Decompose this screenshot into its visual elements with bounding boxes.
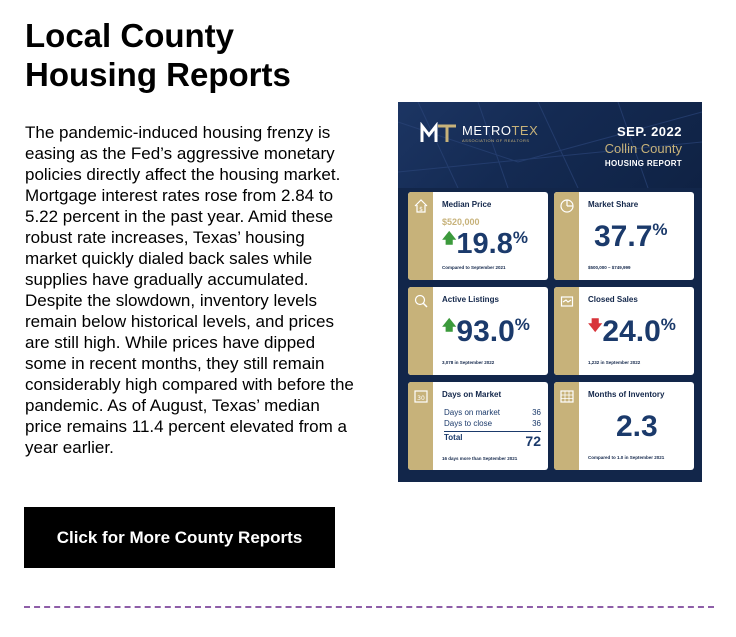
median-price-value: $520,000: [442, 217, 480, 227]
months-inventory-note: Compared to 1.0 in September 2021: [588, 455, 665, 460]
market-share-tile: [554, 192, 694, 280]
months-inventory-tile: [554, 382, 694, 470]
arrow-down-icon: 🡇: [588, 317, 603, 333]
arrow-up-icon: 🡅: [442, 317, 457, 333]
page-title: Local County Housing Reports: [25, 17, 291, 93]
market-share-label: Market Share: [588, 200, 639, 209]
more-county-reports-button[interactable]: Click for More County Reports: [24, 507, 335, 568]
median-price-change: 🡅19.8%: [442, 228, 528, 260]
closed-sales-tile: [554, 287, 694, 375]
calendar-30-icon: [414, 389, 428, 403]
median-price-tile: [408, 192, 548, 280]
market-share-value: 37.7%: [594, 220, 668, 253]
svg-text:30: 30: [417, 395, 425, 402]
search-house-icon: [414, 294, 428, 308]
house-dollar-icon: [414, 199, 428, 213]
days-on-market-label: Days on Market: [442, 390, 502, 399]
closed-sales-note: 1,232 in September 2022: [588, 360, 641, 365]
months-inventory-value: 2.3: [616, 410, 658, 443]
dom-row-market: Days on market 36: [444, 408, 541, 417]
days-on-market-note: 16 days more than September 2021: [442, 456, 518, 461]
arrow-up-icon: 🡅: [442, 230, 457, 246]
active-listings-note: 3,078 in September 2022: [442, 360, 495, 365]
median-price-note: Compared to September 2021: [442, 265, 506, 270]
section-divider: [24, 606, 714, 608]
svg-text:$: $: [419, 206, 423, 213]
active-listings-label: Active Listings: [442, 295, 499, 304]
dom-row-total: Total 72: [444, 433, 541, 449]
days-on-market-tile: [408, 382, 548, 470]
metrotex-logo: [420, 122, 538, 144]
article-body: The pandemic-induced housing frenzy is easing as the Fed’s aggressive monetary policies directly affect the housing market. Mortgage interest rates rose from 2.84 to 5.22 percent in the past year. Amid these robust rate increases, Texas’ housing market quickly dialed back sales while supplies have gradually accumulated. Despite the slowdown, inventory levels remain below historical levels, and prices are still high. While prices have dipped some in recent months, they still remain considerably high compared with before the pandemic. As of August, Texas’ median price remains 11.4 percent elevated from a year earlier.: [25, 123, 354, 457]
handshake-icon: [560, 294, 574, 308]
report-date: SEP. 2022: [617, 124, 682, 139]
report-county: Collin County: [604, 141, 682, 156]
active-listings-change: 🡅93.0%: [442, 315, 530, 348]
brand-sub: ASSOCIATION OF REALTORS: [462, 137, 530, 143]
median-price-label: Median Price: [442, 200, 492, 209]
dom-row-close: Days to close 36: [444, 419, 541, 428]
closed-sales-change: 🡇24.0%: [588, 315, 676, 348]
market-share-note: $500,000 – $749,999: [588, 265, 631, 270]
months-inventory-label: Months of Inventory: [588, 390, 665, 399]
pie-chart-icon: [560, 199, 574, 213]
housing-report-image: [398, 102, 702, 482]
report-header: [605, 124, 682, 168]
active-listings-tile: [408, 287, 548, 375]
calendar-grid-icon: [560, 389, 574, 403]
closed-sales-label: Closed Sales: [588, 295, 638, 304]
mt-logo-icon: [420, 122, 458, 144]
report-label: HOUSING REPORT: [604, 159, 682, 168]
brand-suffix: TEX: [511, 122, 539, 138]
brand-prefix: METRO: [462, 122, 512, 138]
